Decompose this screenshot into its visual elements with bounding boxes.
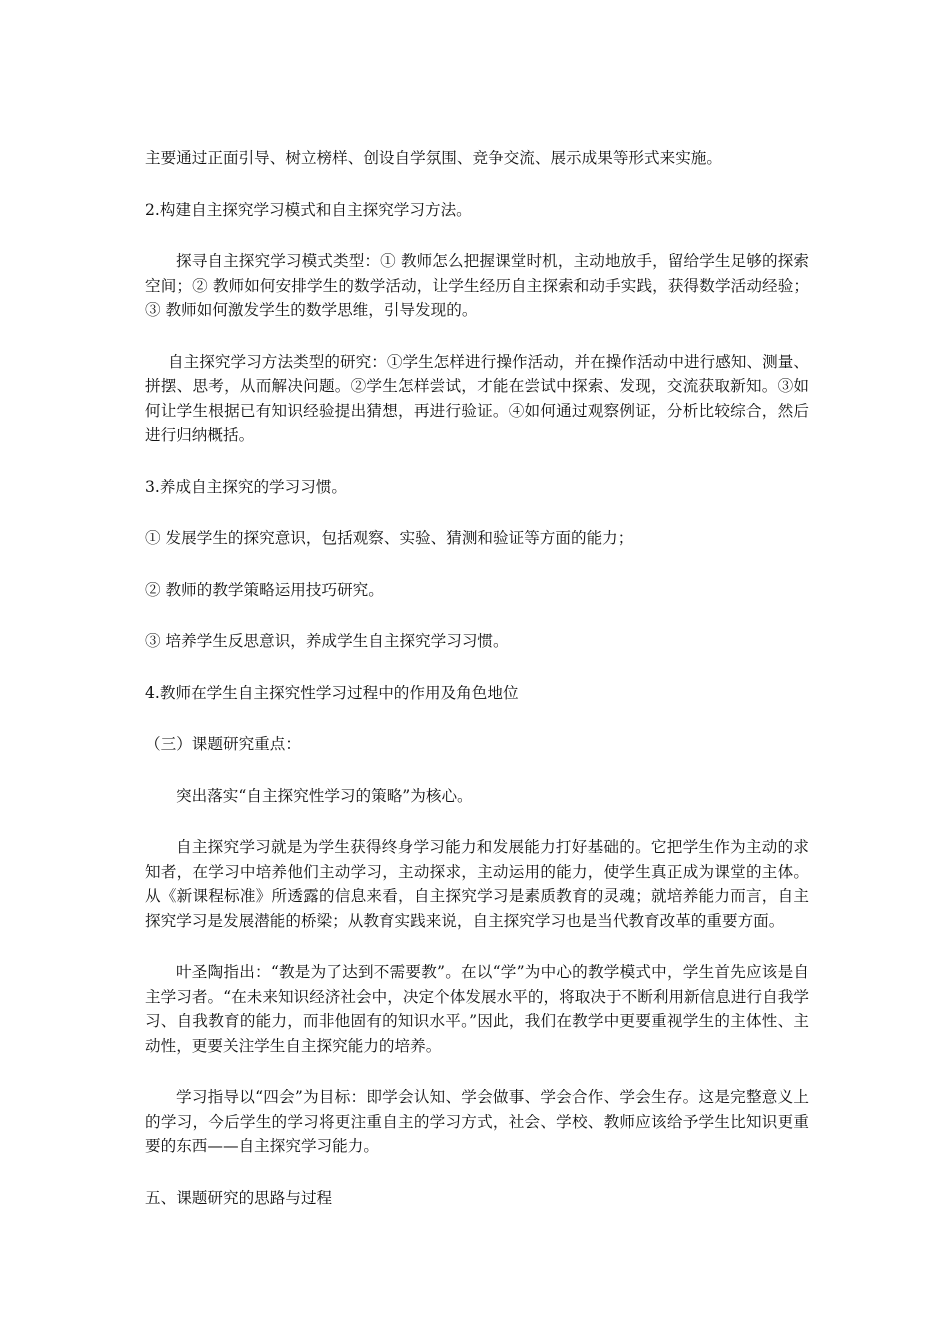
paragraph-four-goals: 学习指导以“四会”为目标：即学会认知、学会做事、学会合作、学会生存。这是完整意义上的学习，今后学生的学习将更注重自主的学习方式，社会、学校、教师应该给予学生比知识更重要的东西——自主探究学习能力。 <box>145 1088 809 1155</box>
paragraph-inquiry-model-types: 探寻自主探究学习模式类型：① 教师怎么把握课堂时机，主动地放手，留给学生足够的探索空间；② 教师如何安排学生的数学活动，让学生经历自主探索和动手实践，获得数学活动经验；③ 教师如何激发学生的数学思维，引导发现的。 <box>145 252 809 319</box>
list-item-1: ① 发展学生的探究意识，包括观察、实验、猜测和验证等方面的能力； <box>145 529 634 547</box>
document-page <box>145 146 809 1237</box>
section-heading-2: 2.构建自主探究学习模式和自主探究学习方法。 <box>145 200 472 219</box>
section-heading-4: 4.教师在学生自主探究性学习过程中的作用及角色地位 <box>145 683 519 702</box>
subsection-heading-key-points: （三）课题研究重点： <box>145 735 301 753</box>
section-heading-3: 3.养成自主探究的学习习惯。 <box>145 477 348 496</box>
paragraph-self-inquiry-foundation: 自主探究学习就是为学生获得终身学习能力和发展能力打好基础的。它把学生作为主动的求知者，在学习中培养他们主动学习，主动探求，主动运用的能力，使学生真正成为课堂的主体。从《新课程标准》所透露的信息来看，自主探究学习是素质教育的灵魂；就培养能力而言，自主探究学习是发展潜能的桥梁；从教育实践来说，自主探究学习也是当代教育改革的重要方面。 <box>145 838 809 930</box>
chapter-heading-5: 五、课题研究的思路与过程 <box>145 1188 333 1207</box>
paragraph-ye-shengtao-quote: 叶圣陶指出：“教是为了达到不需要教”。在以“学”为中心的教学模式中，学生首先应该是自主学习者。“在未来知识经济社会中，决定个体发展水平的，将取决于不断利用新信息进行自我学习、自我教育的能力，而非他固有的知识水平。”因此，我们在教学中更要重视学生的主体性、主动性，更要关注学生自主探究能力的培养。 <box>145 963 809 1055</box>
paragraph-inquiry-method-types: 自主探究学习方法类型的研究：①学生怎样进行操作活动，并在操作活动中进行感知、测量、拼摆、思考，从而解决问题。②学生怎样尝试，才能在尝试中探索、发现，交流获取新知。③如何让学生根据已有知识经验提出猜想，再进行验证。④如何通过观察例证，分析比较综合，然后进行归纳概括。 <box>145 352 809 444</box>
paragraph-core-strategy: 突出落实“自主探究性学习的策略”为核心。 <box>176 786 473 805</box>
paragraph-implementation-forms: 主要通过正面引导、树立榜样、创设自学氛围、竞争交流、展示成果等形式来实施。 <box>145 149 722 167</box>
list-item-3: ③ 培养学生反思意识，养成学生自主探究学习习惯。 <box>145 632 509 650</box>
list-item-2: ② 教师的教学策略运用技巧研究。 <box>145 580 384 599</box>
